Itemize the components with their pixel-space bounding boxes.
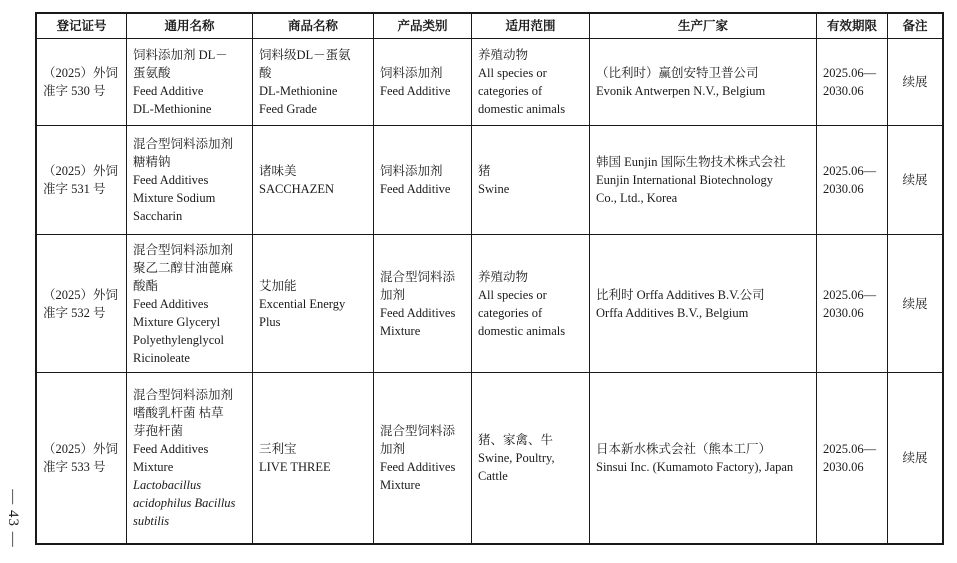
trade-name-cell xyxy=(253,39,374,126)
page-number xyxy=(2,478,22,558)
cell-line: Mixture Sodium xyxy=(133,191,216,205)
cell-line: 芽孢杆菌 xyxy=(133,424,184,438)
trade-name-cell xyxy=(253,235,374,373)
cell-line: 三利宝 xyxy=(259,442,297,456)
generic-name-cell xyxy=(127,126,253,235)
cell-line: 混合型饲料添加剂 xyxy=(133,388,234,402)
cell-line: DL-Methionine xyxy=(133,102,212,116)
cell-line: 准字 530 号 xyxy=(43,84,106,98)
table-row xyxy=(37,39,943,126)
manufacturer-cell xyxy=(590,373,817,544)
cell-line: 2025.06— xyxy=(823,287,877,302)
cell-line: Feed Additive xyxy=(133,84,204,98)
cell-line: 养殖动物 xyxy=(478,48,529,62)
cell-line: （2025）外饲 xyxy=(43,442,119,456)
cell-line: 混合型饲料添 xyxy=(380,269,456,284)
cell-line: 比利时 Orffa Additives B.V.公司 xyxy=(596,287,765,302)
cell-line: LIVE THREE xyxy=(259,460,331,474)
cell-line: Co., Ltd., Korea xyxy=(596,191,678,205)
cell-line: 准字 532 号 xyxy=(43,305,106,320)
cell-line: Mixture xyxy=(380,478,421,492)
cell-line: （2025）外饲 xyxy=(43,287,119,302)
cell-line: 混合型饲料添 xyxy=(380,424,456,438)
cell-line: 饲料添加剂 xyxy=(380,164,443,178)
cell-line: subtilis xyxy=(133,514,170,528)
generic-name-cell xyxy=(127,235,253,373)
cell-line: domestic animals xyxy=(478,323,566,338)
cell-line: 聚乙二醇甘油蓖麻 xyxy=(133,260,234,275)
cell-line: 2030.06 xyxy=(823,182,864,196)
header-validity: 有效期限 xyxy=(817,14,888,39)
cell-line: 2025.06— xyxy=(823,442,877,456)
header-remark: 备注 xyxy=(888,14,943,39)
cell-line: 加剂 xyxy=(380,442,406,456)
cell-line: Swine xyxy=(478,182,510,196)
cell-line: 混合型饲料添加剂 xyxy=(133,137,234,151)
cell-line: 嗜酸乳杆菌 枯草 xyxy=(133,406,224,420)
cell-line: Ricinoleate xyxy=(133,350,190,365)
scope-cell xyxy=(472,126,590,235)
cell-line: Evonik Antwerpen N.V., Belgium xyxy=(596,84,766,98)
cell-line: Orffa Additives B.V., Belgium xyxy=(596,305,749,320)
scope-cell xyxy=(472,373,590,544)
cell-line: 准字 533 号 xyxy=(43,460,106,474)
cell-line: Eunjin International Biotechnology xyxy=(596,173,774,187)
cell-line: 酸酯 xyxy=(133,278,159,293)
cell-line: acidophilus Bacillus xyxy=(133,496,236,510)
cell-line: Feed Grade xyxy=(259,102,317,116)
cell-line: 酸 xyxy=(259,66,272,80)
header-manufacturer: 生产厂家 xyxy=(590,14,817,39)
cell-line: 艾加能 xyxy=(259,278,297,293)
cell-line: Feed Additive xyxy=(380,182,451,196)
cell-line: 饲料添加剂 DL－ xyxy=(133,48,228,62)
cell-line: 饲料添加剂 xyxy=(380,66,443,80)
cell-line: Mixture xyxy=(133,460,174,474)
validity-cell xyxy=(817,373,888,544)
validity-cell xyxy=(817,235,888,373)
cell-line: Plus xyxy=(259,314,281,329)
cell-line: （比利时）赢创安特卫普公司 xyxy=(596,66,759,80)
trade-name-cell xyxy=(253,126,374,235)
manufacturer-cell xyxy=(590,126,817,235)
cell-line: All species or xyxy=(478,287,547,302)
cell-line: 2030.06 xyxy=(823,460,864,474)
remark-cell: 续展 xyxy=(888,39,943,126)
cell-line: 加剂 xyxy=(380,287,406,302)
cell-line: All species or xyxy=(478,66,547,80)
cell-line: domestic animals xyxy=(478,102,566,116)
reg-no-cell xyxy=(37,373,127,544)
header-trade-name: 商品名称 xyxy=(253,14,374,39)
cell-line: （2025）外饲 xyxy=(43,66,119,80)
cell-line: 2030.06 xyxy=(823,84,864,98)
scope-cell xyxy=(472,235,590,373)
header-generic-name: 通用名称 xyxy=(127,14,253,39)
cell-line: Polyethylenglycol xyxy=(133,332,224,347)
cell-line: Mixture xyxy=(380,323,421,338)
cell-line: Feed Additive xyxy=(380,84,451,98)
cell-line: 猪、家禽、牛 xyxy=(478,433,554,447)
cell-line: Feed Additives xyxy=(133,296,209,311)
cell-line: DL-Methionine xyxy=(259,84,338,98)
cell-line: Saccharin xyxy=(133,209,183,223)
trade-name-cell xyxy=(253,373,374,544)
header-scope: 适用范围 xyxy=(472,14,590,39)
scope-cell xyxy=(472,39,590,126)
cell-line: categories of xyxy=(478,305,543,320)
reg-no-cell xyxy=(37,39,127,126)
header-category: 产品类别 xyxy=(374,14,472,39)
category-cell xyxy=(374,373,472,544)
cell-line: 养殖动物 xyxy=(478,269,529,284)
cell-line: 猪 xyxy=(478,164,491,178)
remark-cell: 续展 xyxy=(888,126,943,235)
cell-line: Lactobacillus xyxy=(133,478,202,492)
cell-line: 日本新水株式会社（熊本工厂） xyxy=(596,442,772,456)
reg-no-cell xyxy=(37,126,127,235)
table-header-row xyxy=(37,14,943,39)
cell-line: SACCHAZEN xyxy=(259,182,335,196)
cell-line: Feed Additives xyxy=(380,305,456,320)
remark-cell: 续展 xyxy=(888,235,943,373)
header-reg-no: 登记证号 xyxy=(37,14,127,39)
cell-line: 准字 531 号 xyxy=(43,182,106,196)
cell-line: （2025）外饲 xyxy=(43,164,119,178)
cell-line: categories of xyxy=(478,84,543,98)
cell-line: 蛋氨酸 xyxy=(133,66,171,80)
cell-line: 2025.06— xyxy=(823,164,877,178)
generic-name-cell xyxy=(127,373,253,544)
category-cell xyxy=(374,126,472,235)
cell-line: Feed Additives xyxy=(133,442,209,456)
cell-line: Excential Energy xyxy=(259,296,346,311)
remark-cell: 续展 xyxy=(888,373,943,544)
validity-cell xyxy=(817,39,888,126)
generic-name-cell xyxy=(127,39,253,126)
page-number-text: — 43 — xyxy=(4,488,21,548)
cell-line: Feed Additives xyxy=(133,173,209,187)
cell-line: Sinsui Inc. (Kumamoto Factory), Japan xyxy=(596,460,794,474)
cell-line: 诸味美 xyxy=(259,164,297,178)
cell-line: 2025.06— xyxy=(823,66,877,80)
cell-line: Swine, Poultry, xyxy=(478,451,555,465)
manufacturer-cell xyxy=(590,39,817,126)
table-row xyxy=(37,373,943,544)
cell-line: 饲料级DL－蛋氨 xyxy=(259,48,351,62)
cell-line: 混合型饲料添加剂 xyxy=(133,242,234,257)
category-cell xyxy=(374,235,472,373)
category-cell xyxy=(374,39,472,126)
table-row xyxy=(37,235,943,373)
cell-line: 2030.06 xyxy=(823,305,864,320)
cell-line: 韩国 Eunjin 国际生物技术株式会社 xyxy=(596,155,786,169)
table-row xyxy=(37,126,943,235)
cell-line: Feed Additives xyxy=(380,460,456,474)
manufacturer-cell xyxy=(590,235,817,373)
cell-line: 糖精钠 xyxy=(133,155,171,169)
cell-line: Mixture Glyceryl xyxy=(133,314,221,329)
validity-cell xyxy=(817,126,888,235)
registration-table xyxy=(36,13,943,544)
cell-line: Cattle xyxy=(478,469,508,483)
reg-no-cell xyxy=(37,235,127,373)
